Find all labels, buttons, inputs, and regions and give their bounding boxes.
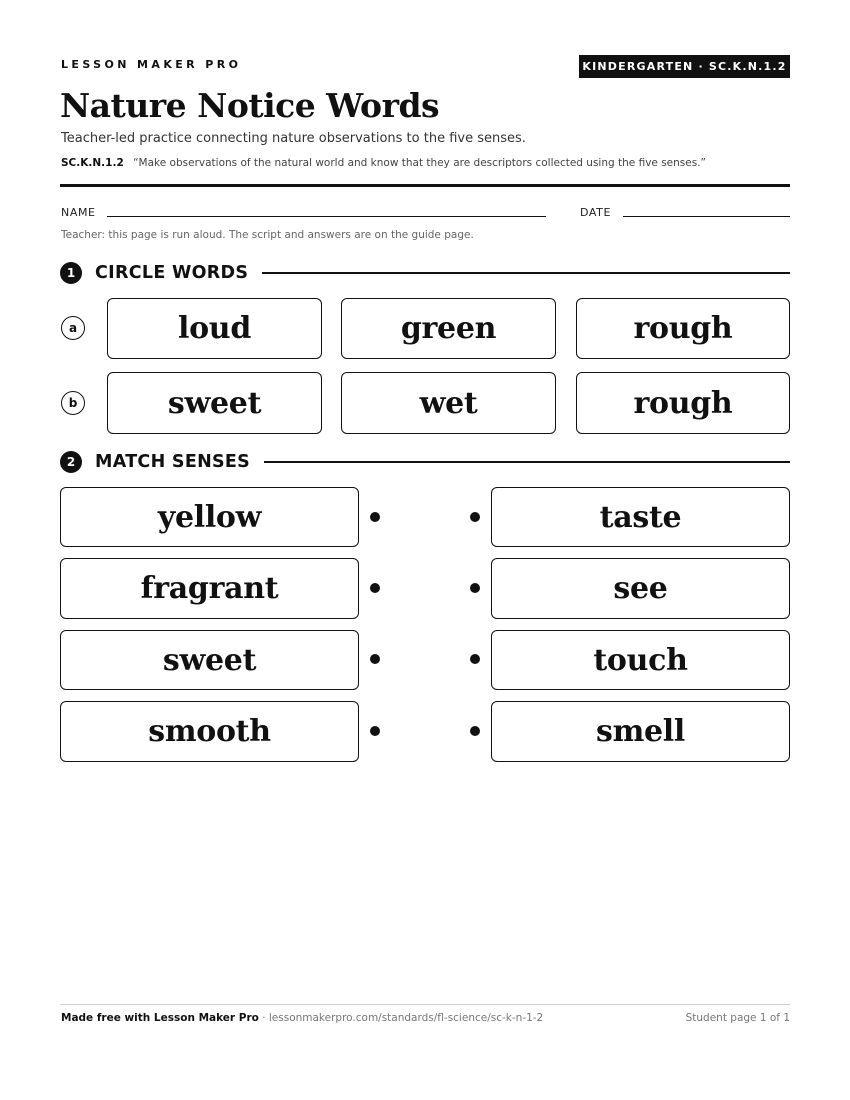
match-dot-left[interactable] — [370, 583, 380, 593]
match-left-word[interactable]: yellow — [60, 487, 359, 547]
section-title: CIRCLE WORDS — [95, 263, 249, 283]
match-right-sense[interactable]: smell — [491, 701, 790, 762]
date-field[interactable] — [623, 216, 790, 217]
match-right-sense[interactable]: see — [491, 558, 790, 619]
match-right-sense[interactable]: touch — [491, 630, 790, 690]
grade-standard-badge: KINDERGARTEN · SC.K.N.1.2 — [579, 55, 790, 78]
match-dot-right[interactable] — [470, 512, 480, 522]
section-match-senses-header — [60, 450, 790, 474]
match-left-word[interactable]: fragrant — [60, 558, 359, 619]
word-choice[interactable]: sweet — [107, 372, 322, 434]
section-circle-words-header — [60, 261, 790, 285]
section-number-badge: 2 — [60, 451, 82, 473]
footer-brand: Made free with Lesson Maker Pro — [61, 1012, 259, 1024]
match-dot-left[interactable] — [370, 726, 380, 736]
match-dot-right[interactable] — [470, 654, 480, 664]
footer-credit — [61, 1012, 543, 1024]
match-dot-right[interactable] — [470, 726, 480, 736]
page-title: Nature Notice Words — [60, 86, 440, 125]
match-dot-right[interactable] — [470, 583, 480, 593]
section-rule — [262, 272, 790, 274]
date-label: DATE — [580, 206, 612, 219]
match-left-word[interactable]: sweet — [60, 630, 359, 690]
header-divider — [60, 184, 790, 187]
word-choice[interactable]: wet — [341, 372, 556, 434]
section-title: MATCH SENSES — [95, 452, 251, 472]
footer-divider — [60, 1004, 790, 1005]
word-choice[interactable]: rough — [576, 298, 790, 359]
section-number-badge: 1 — [60, 262, 82, 284]
match-left-word[interactable]: smooth — [60, 701, 359, 762]
footer-url[interactable]: lessonmakerpro.com/standards/fl-science/sc-k-n-1-2 — [268, 1012, 544, 1024]
standard-line — [61, 157, 706, 169]
word-choice[interactable]: loud — [107, 298, 322, 359]
word-choice[interactable]: rough — [576, 372, 790, 434]
footer-separator: · — [258, 1012, 269, 1024]
word-choice[interactable]: green — [341, 298, 556, 359]
name-field[interactable] — [107, 216, 546, 217]
standard-text: “Make observations of the natural world and know that they are descriptors collected using the five senses.” — [133, 157, 706, 169]
section-rule — [264, 461, 790, 463]
row-label-a: a — [61, 316, 85, 340]
page-subtitle: Teacher-led practice connecting nature observations to the five senses. — [61, 131, 526, 146]
match-dot-left[interactable] — [370, 512, 380, 522]
standard-code: SC.K.N.1.2 — [61, 157, 124, 169]
row-label-b: b — [61, 391, 85, 415]
match-dot-left[interactable] — [370, 654, 380, 664]
brand-name: LESSON MAKER PRO — [61, 58, 242, 71]
teacher-note: Teacher: this page is run aloud. The script and answers are on the guide page. — [61, 229, 474, 241]
name-label: NAME — [61, 206, 96, 219]
match-right-sense[interactable]: taste — [491, 487, 790, 547]
page-indicator: Student page 1 of 1 — [685, 1012, 790, 1024]
